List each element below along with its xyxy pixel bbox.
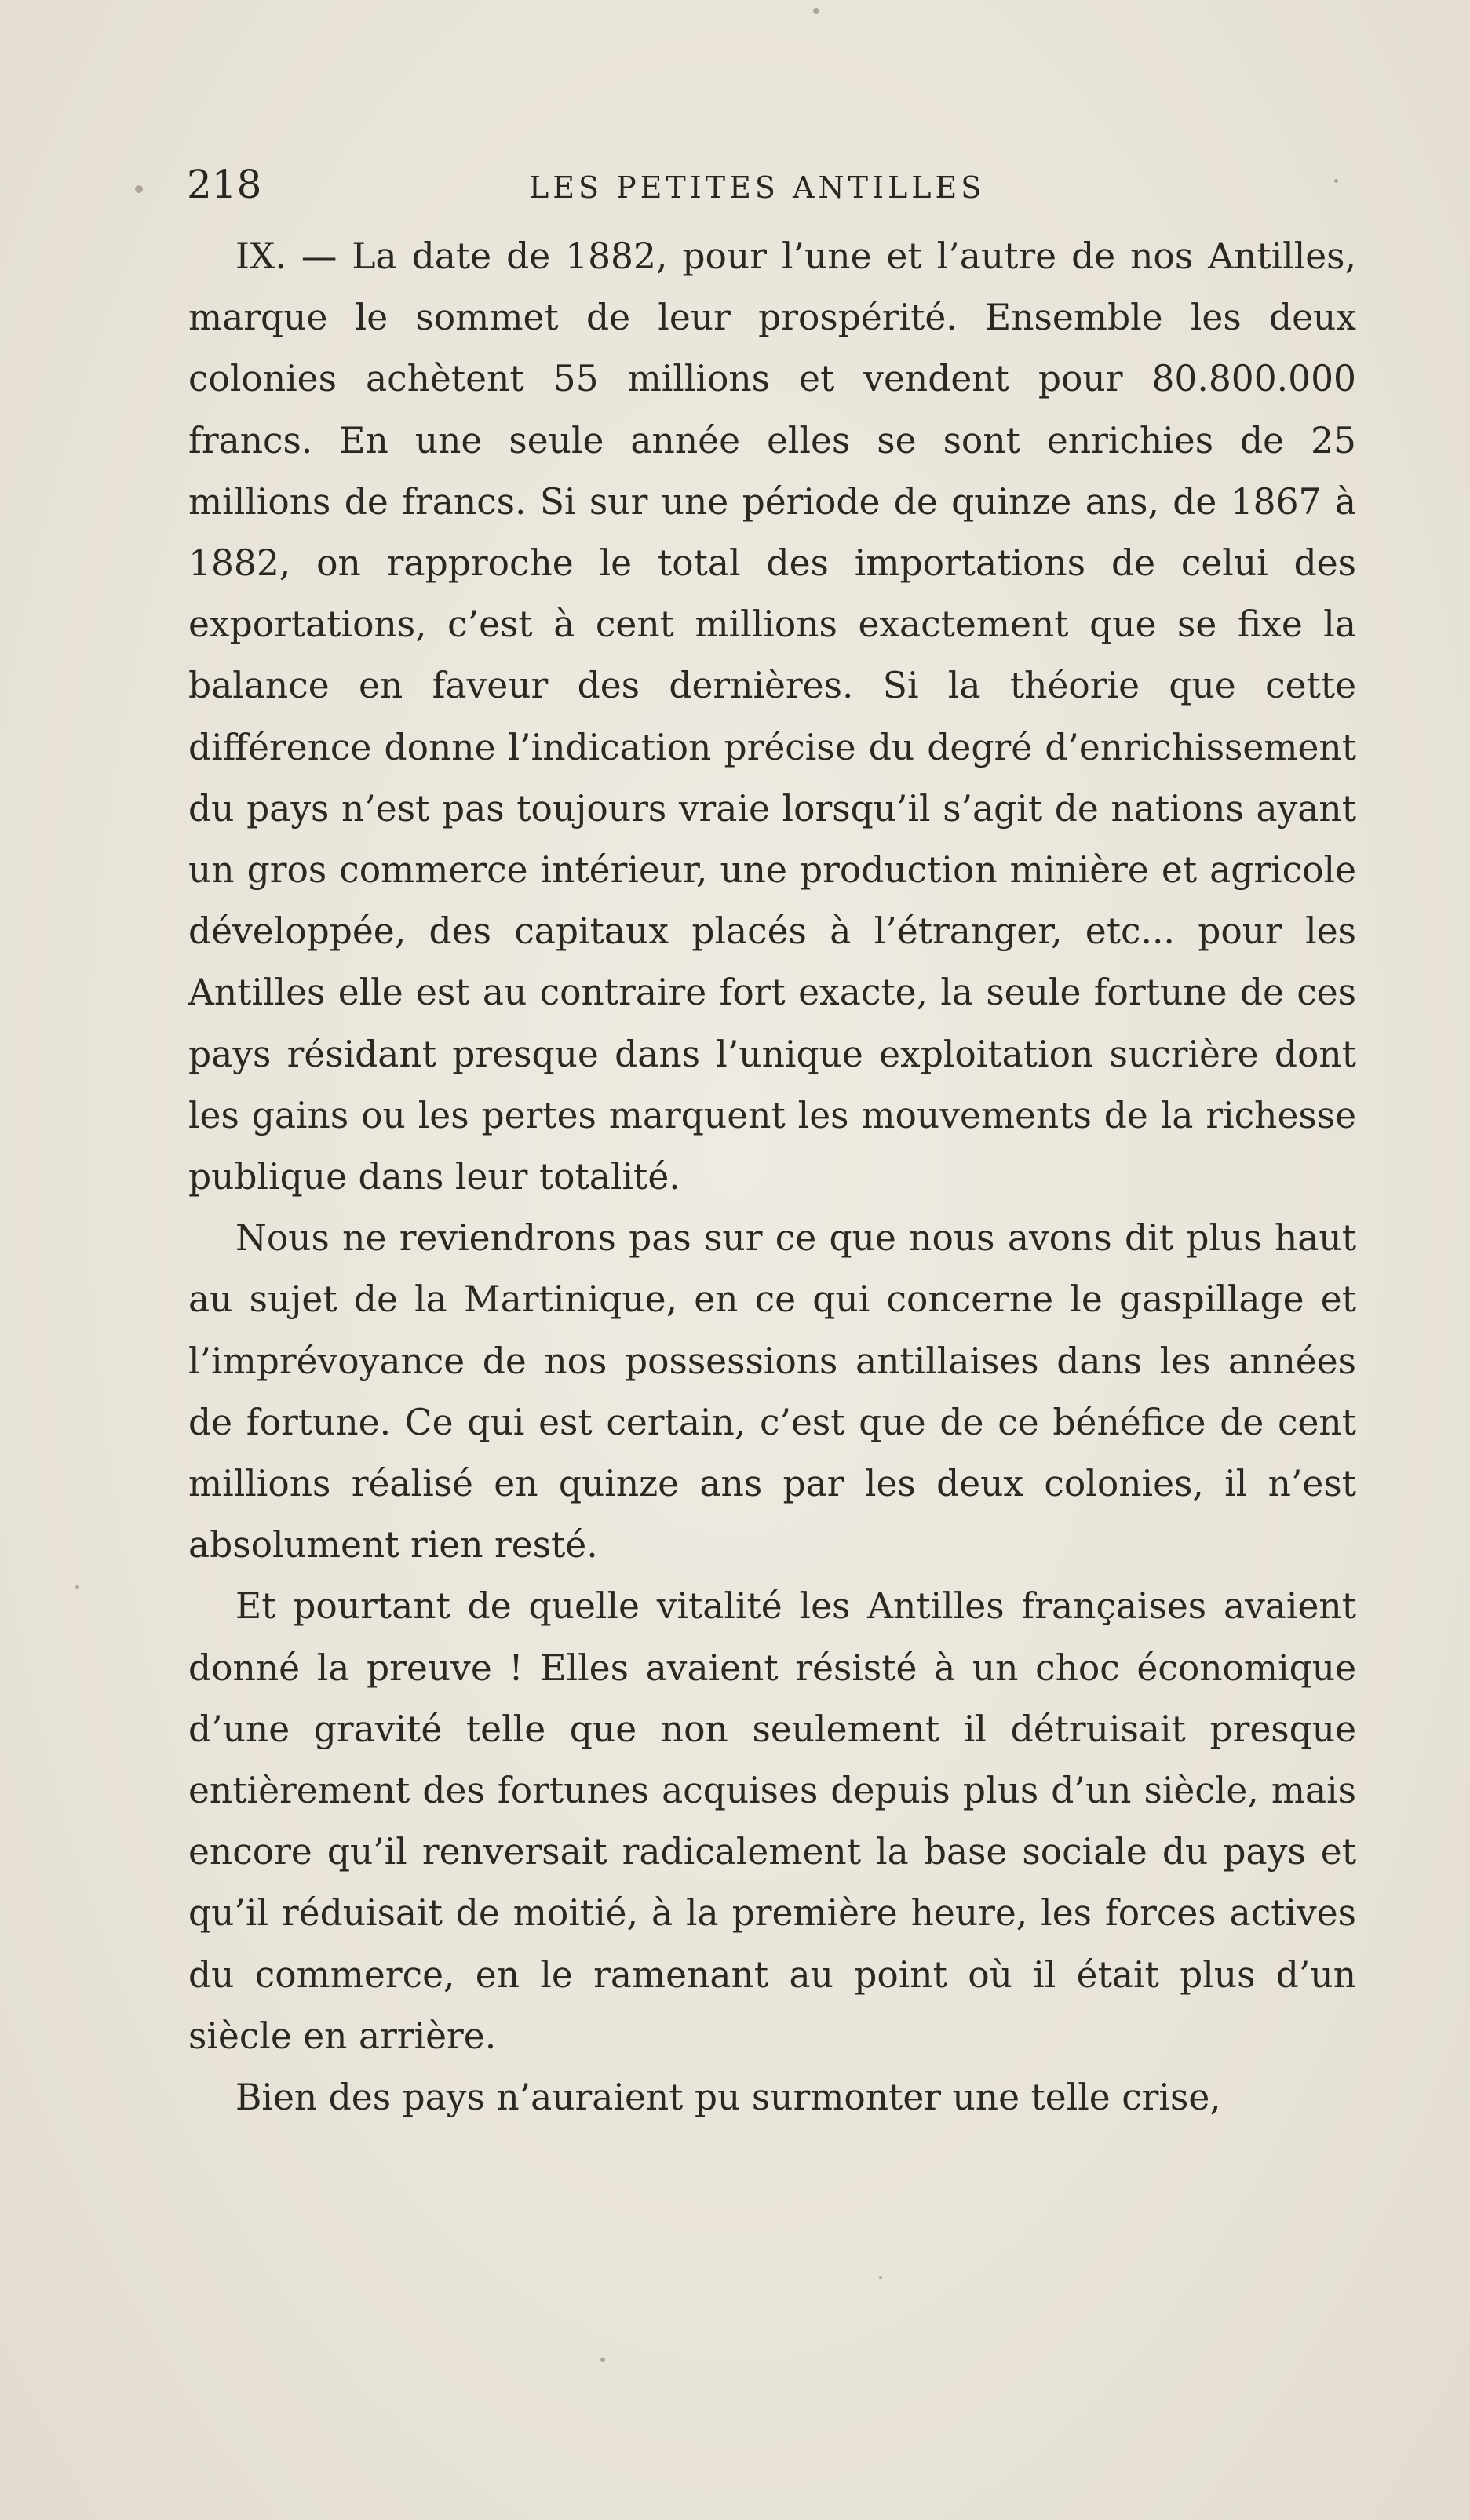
paper-speck — [600, 2358, 605, 2362]
page-number: 218 — [187, 162, 262, 207]
running-title: LES PETITES ANTILLES — [529, 170, 986, 205]
paper-speck — [75, 1585, 79, 1589]
body-text — [188, 226, 1356, 2128]
paragraph-1: IX. — La date de 1882, pour l’une et l’autre de nos Antilles, marque le sommet de leur prospérité. Ensemble les deux colonies achètent 55 millions et vendent pour 80.800.000 francs. En une seule année elles se sont enrichies de 25 millions de francs. Si sur une période de quinze ans, de 1867 à 1882, on rapproche le total des importations de celui des exportations, c’est à cent millions exactement que se fixe la balance en faveur des dernières. Si la théorie que cette différence donne l’indication précise du degré d’enrichissement du pays n’est pas toujours vraie lorsqu’il s’agit de nations ayant un gros commerce intérieur, une production minière et agricole développée, des capitaux placés à l’étranger, etc... pour les Antilles elle est au contraire fort exacte, la seule fortune de ces pays résidant presque dans l’unique exploitation sucrière dont les gains ou les pertes marquent les mouvements de la richesse publique dans leur totalité. — [188, 235, 1356, 1198]
paper-speck — [1334, 179, 1338, 183]
paper-speck — [813, 8, 819, 14]
paragraph-2: Nous ne reviendrons pas sur ce que nous avons dit plus haut au sujet de la Martinique, en ce qui concerne le gaspillage et l’imprévoyance de nos possessions antillaises dans les années de fortune. Ce qui est certain, c’est que de ce bénéfice de cent millions réalisé en quinze ans par les deux colonies, il n’est absolument rien resté. — [188, 1217, 1356, 1566]
paragraph-3: Et pourtant de quelle vitalité les Antilles françaises avaient donné la preuve ! Elles avaient résisté à un choc économique d’une gravité telle que non seulement il détruisait presque entièrement des fortunes acquises depuis plus d’un siècle, mais encore qu’il renversait radicalement la base sociale du pays et qu’il réduisait de moitié, à la première heure, les forces actives du commerce, en le ramenant au point où il était plus d’un siècle en arrière. — [188, 1585, 1356, 2057]
paragraph-4: Bien des pays n’auraient pu surmonter une telle crise, — [235, 2077, 1221, 2119]
page-header — [187, 157, 1356, 212]
paper-speck — [135, 185, 143, 193]
paper-speck — [879, 2276, 882, 2279]
